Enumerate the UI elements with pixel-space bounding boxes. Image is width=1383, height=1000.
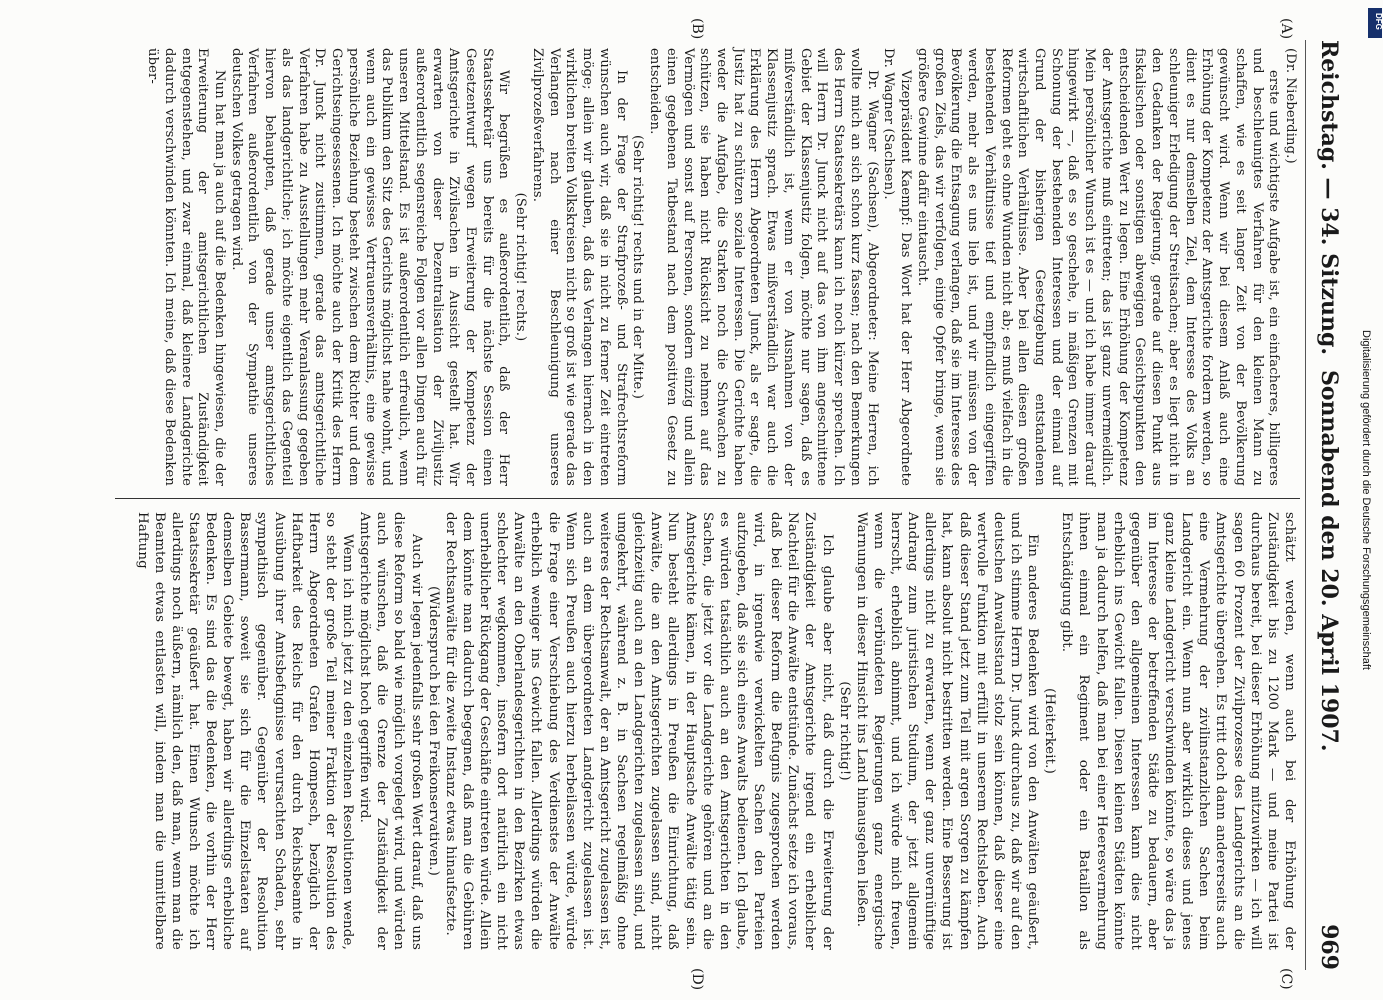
- paragraph: (Sehr richtig!): [836, 681, 852, 781]
- page-number: 969: [1316, 924, 1342, 970]
- paragraph: (Heiterkeit.): [1042, 688, 1058, 774]
- paragraph: In der Frage der Strafprozeß- und Strafrechtsreform wünschen auch wir, daß sie in nicht zu ferner Zeit eintreten möge; allein wir glauben, daß das Verlangen hiernach in den wirklichen breiten Volkskreisen nicht so groß ist wie gerade das Verlangen nach einer Beschleunigung unseres Zivilprozeßverfahrens.: [529, 48, 629, 486]
- margin-letter-d: (D): [689, 968, 705, 991]
- paragraph: (Dr. Nieberding.): [1283, 48, 1298, 164]
- left-column: [143, 48, 1298, 486]
- right-column: [134, 512, 1299, 950]
- header-rule: [1305, 40, 1306, 970]
- paragraph: Vizepräsident Kaempf: Das Wort hat der Herr Abgeordnete Dr. Wagner (Sachsen).: [881, 48, 914, 486]
- paragraph: Nun hat man ja auch auf die Bedenken hingewiesen, die der Erweiterung der amtsgerichtlichen Zuständigkeit entgegenstehen, und zwar einmal, daß kleinere Landgerichte dadurch verschwinden könnten. Ich meine, daß diese Bedenken über-: [145, 48, 227, 486]
- paragraph: (Sehr richtig! rechts.): [513, 192, 529, 342]
- digitization-credit: Digitalisierung gefördert durch die Deutsche Forschungsgemeinschaft: [1360, 330, 1372, 670]
- paragraph: (Widerspruch bei den Freikonservativen.): [425, 586, 441, 876]
- margin-letter-b: (B): [689, 18, 705, 40]
- dfg-logo: [1368, 8, 1382, 38]
- paragraph: Auch wir legen jedenfalls sehr großen Wert darauf, daß uns diese Reform so bald wie möglich vorgelegt wird, und würden auch wünschen, daß die Grenze der Zuständigkeit der Amtsgerichte möglichst hoch gegriffen wird.: [357, 512, 424, 950]
- margin-letter-a: (A): [1278, 18, 1294, 40]
- paragraph: Ich glaube aber nicht, daß durch die Erweiterung der Zuständigkeit der Amtsgerichte irgend ein erheblicher Nachteil für die Anwälte entstünde. Zunächst setze ich voraus, daß bei dieser Reform die Befugnis zugesprochen werden wird, in irgendwie verwickelten Sachen den Parteien aufzugeben, daß sie sich eines Anwalts bedienen. Ich glaube, es würden tatsächlich auch an den Amtsgerichten in den Sachen, die jetzt vor die Landgerichte gehören und an die Amtsgerichte kämen, in der Hauptsache Anwälte tätig sein. Nun besteht allerdings in Preußen die Einrichtung, daß Anwälte, die an den Amtsgerichten zugelassen sind, nicht gleichzeitig auch an den Landgerichten zugelassen sind, und umgekehrt, während z. B. in Sachsen regelmäßig ohne weiteres der Rechtsanwalt, der an Amtsgericht zugelassen ist, auch an dem übergeordneten Landgericht zugelassen ist. Wenn sich Preußen auch hierzu herbeilassen würde, würde die Frage einer Verschiebung des Verdienstes der Anwälte erheblich weniger ins Gewicht fallen. Allerdings würden die Anwälte an den Oberlandesgerichten in den Bezirken etwas schlechter wegkommen, insofern dort natürlich ein nicht unerheblicher Rückgang der Geschäfte eintreten würde. Allein dem könnte man dadurch begegnen, daß man die Gebühren der Rechtsanwälte für die zweite Instanz etwas hinaufsetzte.: [442, 512, 835, 950]
- paragraph: Dr. Wagner (Sachsen), Abgeordneter: Meine Herren, ich wollte mich an sich schon kurz fassen; nach den Bemerkungen des Herrn Staatssekretärs kann ich noch kürzer sprechen. Ich will Herrn Dr. Junck nicht auf das von ihm angeschnittene Gebiet der Klassenjustiz folgen, möchte nur sagen, daß es mißverständlich ist, wenn er von Ausnahmen von der Klassenjustiz sprach. Etwas mißverständlich war auch die Erklärung des Herrn Abgeordneten Junck, als er sagte, die Justiz hat zu schützen soziale Interessen. Die Gerichte haben weder die Aufgabe, die Starken noch die Schwachen zu schützen, sie haben nicht Rücksicht zu nehmen auf das Vermögen und sonst auf Personen, sondern einzig und allein einen gegebenen Tatbestand nach dem positiven Gesetz zu entscheiden.: [647, 48, 880, 486]
- rotated-page-content: [60, 0, 1360, 1000]
- paragraph: (Sehr richtig! rechts und in der Mitte.): [630, 135, 646, 399]
- paragraph: Wir begrüßen es außerordentlich, daß der Herr Staatssekretär uns bereits für die nächste Session einen Gesetzentwurf wegen Erweiterung der Kompetenz der Amtsgerichte in Zivilsachen in Aussicht gestellt hat. Wir erwarten von dieser Dezentralisation der Ziviljustiz außerordentlich segensreiche Folgen vor allen Dingen auch für unseren Mittelstand. Es ist außerordentlich erfreulich, wenn das Publikum den Sitz des Gerichts möglichst nahe wohnt, und wenn auch ein gewisses Vertrauensverhältnis, eine gewisse persönliche Beziehung besteht zwischen dem Richter und dem Gerichtseingesessenen. Ich möchte auch der Kritik des Herrn Dr. Junck nicht zustimmen, gerade das amtsgerichtliche Verfahren habe zu Ausstellungen mehr Veranlassung gegeben als das landgerichtliche; ich möchte eigentlich das Gegenteil hiervon behaupten, daß gerade unser amtsgerichtliches Verfahren außerordentlich von der Sympathie unseres deutschen Volkes getragen wird.: [228, 48, 512, 486]
- margin-letter-c: (C): [1278, 968, 1294, 990]
- column-divider: [115, 498, 1300, 499]
- header-session: Reichstag. — 34. Sitzung.: [1316, 40, 1342, 356]
- paragraph: erste und wichtigste Aufgabe ist, ein einfacheres, billigeres und beschleunigtes Verfahren für den kleinen Mann zu schaffen, wie es seit langer Zeit von der Bevölkerung gewünscht wird. Wenn wir bei diesem Anlaß auch eine Erhöhung der Kompetenz der Amtsgerichte fordern werden, so dient es nur demselben Ziel, dem Interesse des Volks an schleuniger Erledigung der Streitsachen; aber es liegt nicht in den Gedanken der Regierung, gerade auf diesen Punkt aus fiskalischen oder sonstigen abwegigen Gesichtspunkten den entscheidenden Wert zu legen. Eine Erhöhung der Kompetenz der Amtsgerichte muß eintreten; das ist ganz unvermeidlich. Mein persönlicher Wunsch ist es — und ich habe immer darauf hingewirkt —, daß es so geschehe, in mäßigen Grenzen mit Schonung der bestehenden Interessen und der einmal auf Grund der bisherigen Gesetzgebung entstandenen wirtschaftlichen Verhältnisse. Aber bei allen diesen großen Reformen geht es ohne Wunden nicht ab; es muß vielfach in die bestehenden Verhältnisse tief und empfindlich eingegriffen werden, mehr als es uns lieb ist, und wir müssen von der Bevölkerung die Entsagung verlangen, daß sie im Interesse des großen Ziels, das wir verfolgen, einige Opfer bringe, wenn sie größere Gewinne dafür eintauscht.: [914, 48, 1282, 486]
- paragraph: Ein anderes Bedenken wird von den Anwälten geäußert, und ich stimme Herrn Dr. Junck durchaus zu, daß wir auf den deutschen Anwaltsstand stolz sein können, daß dieser eine wertvolle Funktion mit erfüllt in unserem Rechtsleben. Auch daß dieser Stand jetzt zum Teil mit argen Sorgen zu kämpfen hat, kann absolut nicht bestritten werden. Eine Besserung ist allerdings nicht zu erwarten, wenn der ganz unvernünftige Andrang zum juristischen Studium, der jetzt allgemein herrscht, erheblich abnimmt, und ich würde mich freuen, wenn die verbündeten Regierungen ganz energische Warnungen in dieser Hinsicht ins Land hinausgehen ließen.: [853, 512, 1041, 950]
- paragraph: Wenn ich mich jetzt zu den einzelnen Resolutionen wende, so steht der große Teil meiner Fraktion der Resolution des Herrn Abgeordneten Grafen Hompesch, bezüglich der Haftbarkeit des Reichs für den durch Reichsbeamte in Ausübung ihrer Amtsbefugnisse verursachten Schaden, sehr sympathisch gegenüber. Gegenüber der Resolution Bassermann, soweit sie sich für die Einzelstaaten auf demselben Gebiete bewegt, haben wir allerdings erhebliche Bedenken. Es sind das die Bedenken, die vorhin der Herr Staatssekretär geäußert hat. Einen Wunsch möchte ich allerdings noch äußern, nämlich den, daß man, wenn man die Beamten etwas entlasten will, indem man die unmittelbare Haftung: [134, 512, 356, 950]
- paragraph: schätzt werden, wenn auch bei der Erhöhung der Zuständigkeit bis zu 1200 Mark — und meine Partei ist durchaus bereit, bei dieser Erhöhung mitzuwirken — ich will sagen 60 Prozent der Zivilprozesse des Landgerichts an die Amtsgerichte übergehen. Es tritt doch dann andererseits auch eine Vermehrung der zivilinstanzlichen Sachen beim Landgericht ein. Wenn nun aber wirklich dieses und jenes ganz kleine Landgericht verschwinden könnte, so wäre das ja im Interesse der betreffenden Städte zu bedauern, aber gegenüber den allgemeinen Interessen kann dies nicht erheblich ins Gewicht fallen. Diesen kleinen Städten könnte man ja dadurch helfen, daß man bei einer Heeresvermehrung ihnen einmal ein Regiment oder ein Bataillon als Entschädigung gibt.: [1059, 512, 1297, 950]
- page-header: [1308, 40, 1342, 970]
- dfg-logo-text: DFG: [1374, 13, 1383, 30]
- header-date: Sonnabend den 20. April 1907.: [1316, 370, 1342, 752]
